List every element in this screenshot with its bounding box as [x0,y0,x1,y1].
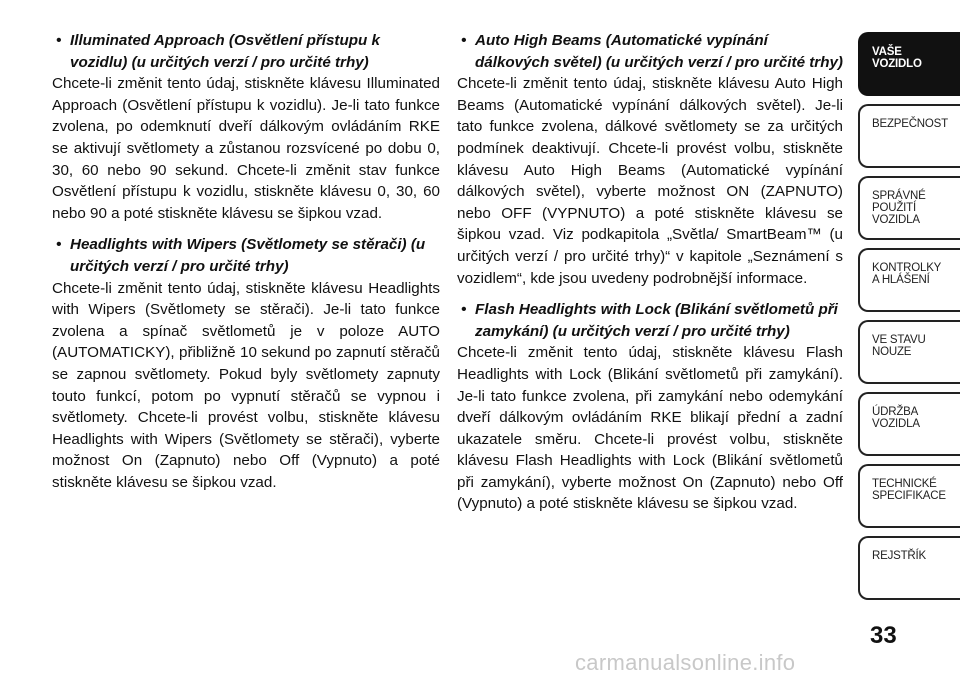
tab-bezpecnost[interactable]: BEZPEČNOST [858,104,960,168]
tab-spravne-pouziti-vozidla[interactable]: SPRÁVNÉ POUŽITÍ VOZIDLA [858,176,960,240]
section-body: Chcete-li změnit tento údaj, stiskněte klávesu Illuminated Approach (Osvětlení přístupu k vozidlu). Je-li tato funkce zvolena, po odemknutí dveří dálkovým ovládáním RKE se aktivují světlomety a zůstanou rozsvícené po dobu 0, 30, 60 nebo 90 sekund. Chcete-li změnit stav funkce Osvětlení přístupu k vozidlu, stiskněte klávesu 0, 30, 60 nebo 90 a poté stiskněte klávesu se šipkou vzad. [52,75,440,222]
tab-vase-vozidlo[interactable]: VAŠE VOZIDLO [858,32,960,96]
section-flash-headlights-with-lock [457,299,843,515]
tab-kontrolky-a-hlaseni[interactable]: KONTROLKY A HLÁŠENÍ [858,248,960,312]
chapter-tabs [858,32,960,608]
section-body: Chcete-li změnit tento údaj, stiskněte klávesu Auto High Beams (Automatické vypínání dálkových světel). Je-li tato funkce zvolena, dálkové světlomety se za určitých podmínek deaktivují. Chcete-li provést volbu, stiskněte klávesu Auto High Beams (Automatické vypínání dálkových světel), vyberte možnost ON (ZAPNUTO) nebo OFF (VYPNUTO) a poté stiskněte klávesu se šipkou vzad. Viz podkapitola „Světla/ SmartBeam™ (u určitých verzí / pro určité trhy)“ v kapitole „Seznámení s vozidlem“, kde jsou uvedeny podrobnější informace. [457,75,843,287]
section-heading: • Flash Headlights with Lock (Blikání světlometů při zamykání) (u určitých verzí / pro určité trhy) [461,301,838,340]
section-heading: • Headlights with Wipers (Světlomety se stěrači) (u určitých verzí / pro určité trhy) [56,236,426,275]
tab-ve-stavu-nouze[interactable]: VE STAVU NOUZE [858,320,960,384]
bullet-icon: • [56,236,62,254]
section-body: Chcete-li změnit tento údaj, stiskněte klávesu Headlights with Wipers (Světlomety se stěrači). Je-li tato funkce zvolena a spínač světlometů je v poloze AUTO (AUTOMATICKY), přibližně 10 sekund po zapnutí stěračů se zapnou světlomety. Pokud byly světlomety zapnuty touto funkcí, potom po vypnutí stěračů se vypnou i světlomety. Chcete-li provést volbu, stiskněte klávesu Headlights with Wipers (Světlomety se stěrači), vyberte možnost On (Zapnuto) nebo Off (Vypnuto) a poté stiskněte klávesu se šipkou vzad. [52,279,440,491]
right-column [457,30,843,525]
section-body: Chcete-li změnit tento údaj, stiskněte klávesu Flash Headlights with Lock (Blikání světlometů při zamykání). Je-li tato funkce zvolena, při zamykání nebo odemykání dveří dálkovým ovládáním RKE blikají přední a zadní ukazatele směru. Chcete-li provést volbu, stiskněte klávesu Flash Headlights with Lock (Blikání světlometů při zamykání), vyberte možnost On (Zapnuto) nebo Off (Vypnuto) a poté stiskněte klávesu se šipkou vzad. [457,344,843,513]
section-auto-high-beams [457,30,843,289]
bullet-icon: • [461,301,467,319]
section-heading: • Auto High Beams (Automatické vypínání dálkových světel) (u určitých verzí / pro určité trhy) [461,32,843,71]
tab-technicke-specifikace[interactable]: TECHNICKÉ SPECIFIKACE [858,464,960,528]
bullet-icon: • [461,32,467,49]
page-number: 33 [870,622,897,649]
bullet-icon: • [56,32,62,49]
left-column [52,30,440,503]
section-illuminated-approach [52,30,440,224]
tab-rejstrik[interactable]: REJSTŘÍK [858,536,960,600]
watermark: carmanualsonline.info [575,650,796,675]
section-headlights-with-wipers [52,234,440,493]
tab-udrzba-vozidla[interactable]: ÚDRŽBA VOZIDLA [858,392,960,456]
section-heading: • Illuminated Approach (Osvětlení přístupu k vozidlu) (u určitých verzí / pro určité trhy) [56,32,380,71]
